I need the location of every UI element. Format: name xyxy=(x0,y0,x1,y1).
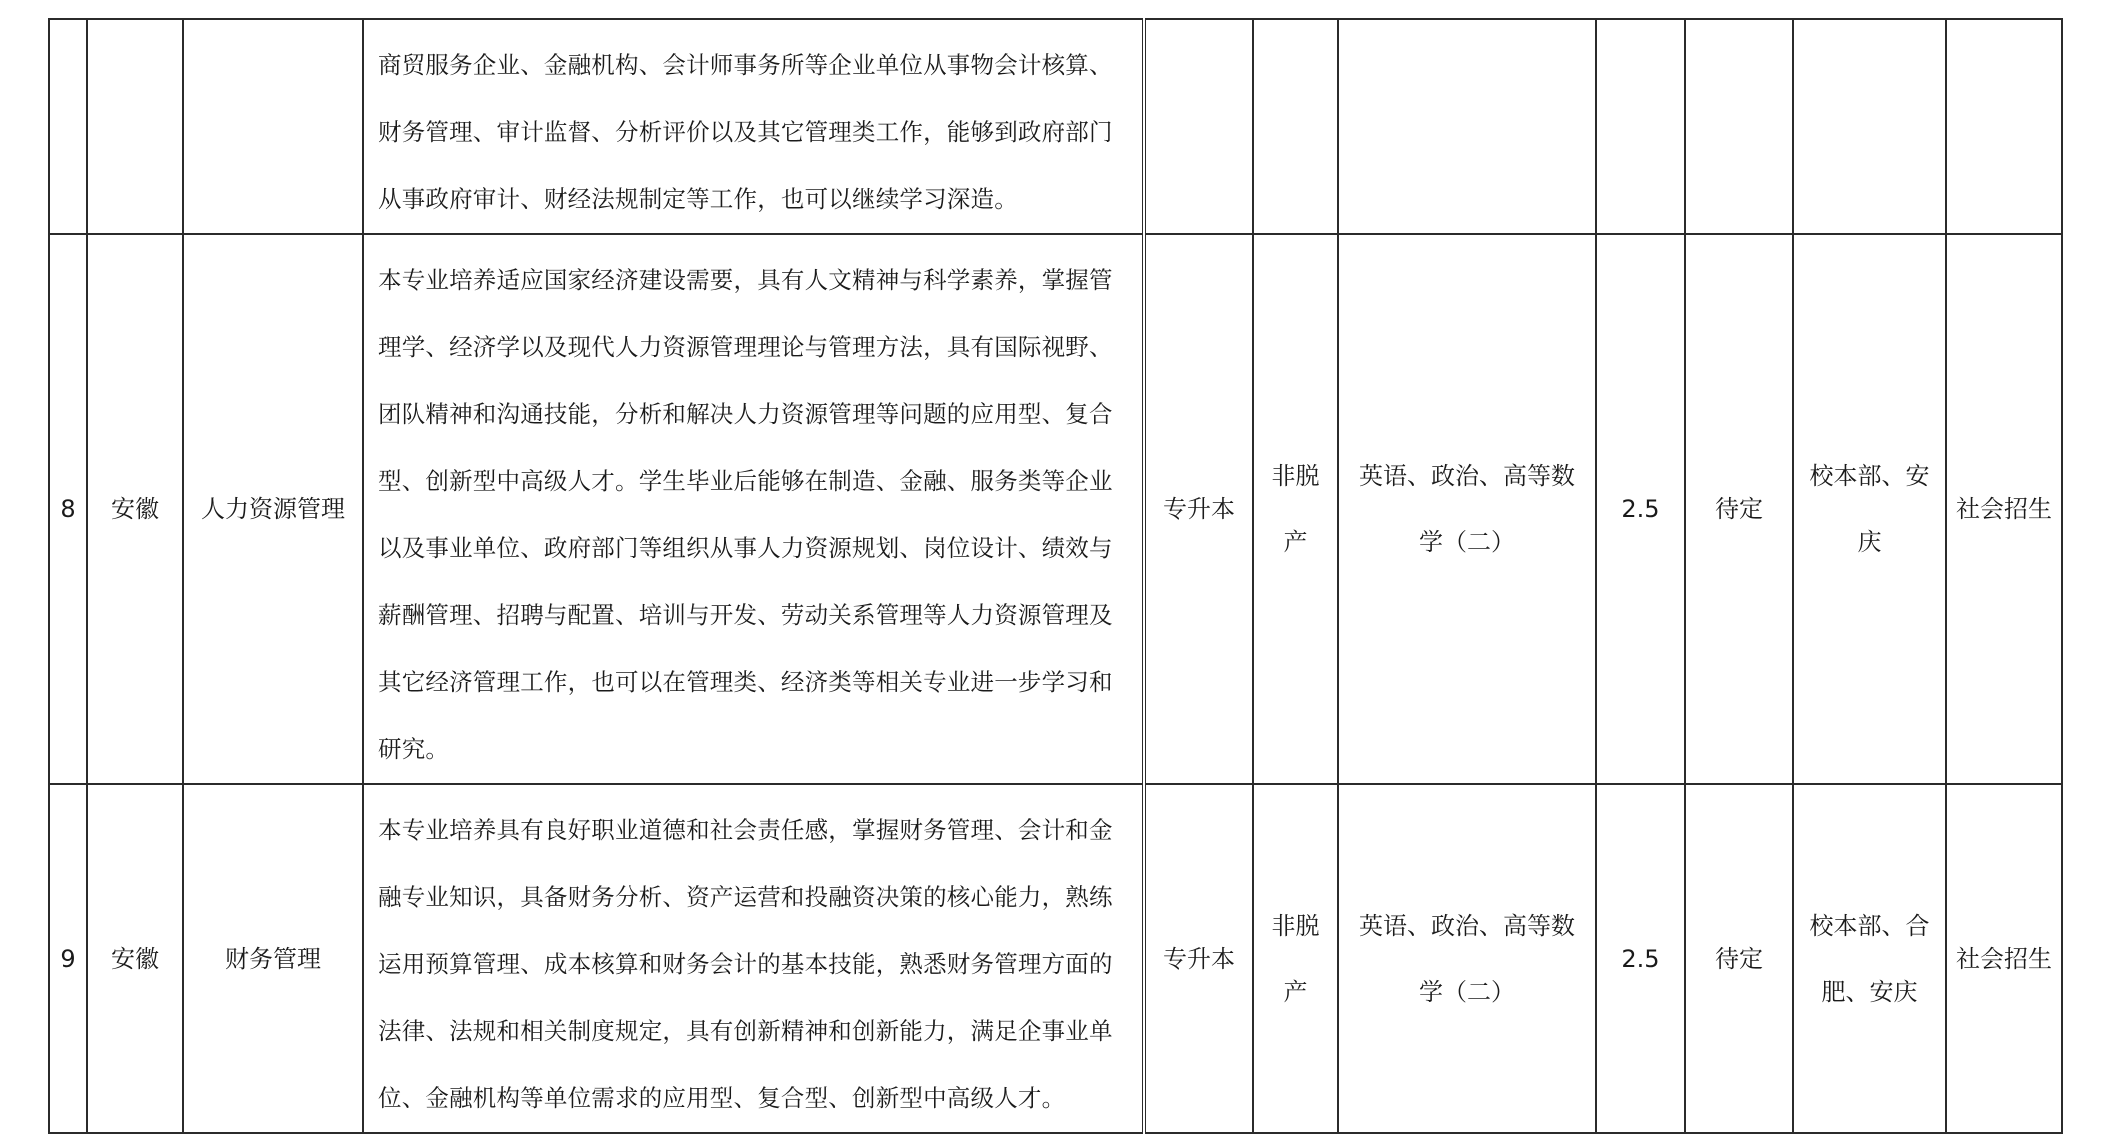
level-cell: 专升本 xyxy=(1144,234,1253,784)
study-mode-line: 产 xyxy=(1283,977,1308,1006)
location-line: 庆 xyxy=(1857,528,1882,556)
study-mode-cell xyxy=(1253,19,1338,234)
description-line: 财务管理、审计监督、分析评价以及其它管理类工作，能够到政府部门 xyxy=(378,118,1113,146)
description-cell xyxy=(363,234,1144,784)
study-mode-line: 非脱 xyxy=(1271,911,1320,940)
description-line: 以及事业单位、政府部门等组织从事人力资源规划、岗位设计、绩效与 xyxy=(378,534,1113,562)
description-line: 融专业知识，具备财务分析、资产运营和投融资决策的核心能力，熟练 xyxy=(378,883,1113,911)
location-cell xyxy=(1793,234,1946,784)
subjects-cell xyxy=(1338,19,1596,234)
tuition-cell: 待定 xyxy=(1685,784,1793,1133)
tuition-cell: 待定 xyxy=(1685,234,1793,784)
description-line: 商贸服务企业、金融机构、会计师事务所等企业单位从事物会计核算、 xyxy=(378,51,1113,79)
study-mode-cell xyxy=(1253,784,1338,1133)
description-cell xyxy=(363,784,1144,1133)
province-cell: 安徽 xyxy=(87,234,183,784)
row-number-cell xyxy=(49,19,87,234)
description-line: 研究。 xyxy=(378,735,450,763)
subjects-line: 学（二） xyxy=(1419,977,1515,1006)
location-line: 校本部、合 xyxy=(1809,911,1930,940)
major-cell: 人力资源管理 xyxy=(183,234,363,784)
location-line: 校本部、安 xyxy=(1809,462,1930,490)
table-row xyxy=(49,234,2062,784)
row-number-cell: 9 xyxy=(49,784,87,1133)
level-cell xyxy=(1144,19,1253,234)
subjects-line: 学（二） xyxy=(1419,528,1515,556)
study-mode-line: 产 xyxy=(1283,528,1308,556)
row-number-cell: 8 xyxy=(49,234,87,784)
major-cell xyxy=(183,19,363,234)
description-line: 薪酬管理、招聘与配置、培训与开发、劳动关系管理等人力资源管理及 xyxy=(378,601,1113,629)
location-cell xyxy=(1793,19,1946,234)
subjects-cell xyxy=(1338,784,1596,1133)
description-line: 本专业培养适应国家经济建设需要，具有人文精神与科学素养，掌握管 xyxy=(378,266,1113,294)
duration-cell: 2.5 xyxy=(1596,234,1685,784)
location-cell xyxy=(1793,784,1946,1133)
description-line: 从事政府审计、财经法规制定等工作，也可以继续学习深造。 xyxy=(378,185,1018,213)
table-row xyxy=(49,19,2062,234)
province-cell xyxy=(87,19,183,234)
study-mode-line: 非脱 xyxy=(1271,462,1320,490)
location-line: 肥、安庆 xyxy=(1821,977,1918,1006)
duration-cell: 2.5 xyxy=(1596,784,1685,1133)
target-cell: 社会招生 xyxy=(1946,784,2062,1133)
province-cell: 安徽 xyxy=(87,784,183,1133)
target-cell xyxy=(1946,19,2062,234)
description-line: 位、金融机构等单位需求的应用型、复合型、创新型中高级人才。 xyxy=(378,1084,1066,1112)
description-line: 法律、法规和相关制度规定，具有创新精神和创新能力，满足企事业单 xyxy=(378,1017,1113,1045)
description-line: 其它经济管理工作，也可以在管理类、经济类等相关专业进一步学习和 xyxy=(378,668,1113,696)
level-cell: 专升本 xyxy=(1144,784,1253,1133)
description-line: 运用预算管理、成本核算和财务会计的基本技能，熟悉财务管理方面的 xyxy=(378,950,1113,978)
subjects-cell xyxy=(1338,234,1596,784)
subjects-line: 英语、政治、高等数 xyxy=(1359,462,1575,490)
description-line: 团队精神和沟通技能，分析和解决人力资源管理等问题的应用型、复合 xyxy=(378,400,1113,428)
table-row xyxy=(49,784,2062,1133)
tuition-cell xyxy=(1685,19,1793,234)
target-cell: 社会招生 xyxy=(1946,234,2062,784)
major-cell: 财务管理 xyxy=(183,784,363,1133)
program-table xyxy=(48,18,2063,1134)
duration-cell xyxy=(1596,19,1685,234)
description-line: 本专业培养具有良好职业道德和社会责任感，掌握财务管理、会计和金 xyxy=(378,816,1113,844)
description-line: 理学、经济学以及现代人力资源管理理论与管理方法，具有国际视野、 xyxy=(378,333,1113,361)
subjects-line: 英语、政治、高等数 xyxy=(1359,911,1575,940)
description-cell xyxy=(363,19,1144,234)
study-mode-cell xyxy=(1253,234,1338,784)
description-line: 型、创新型中高级人才。学生毕业后能够在制造、金融、服务类等企业 xyxy=(378,467,1113,495)
